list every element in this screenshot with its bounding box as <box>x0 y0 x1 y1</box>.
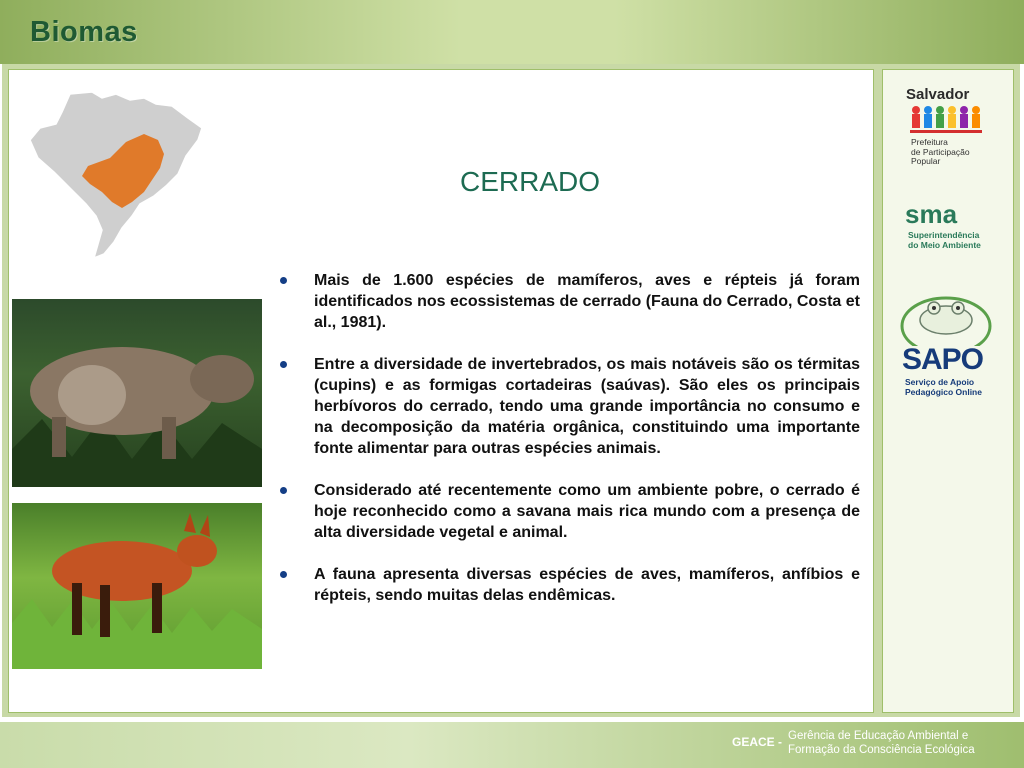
bullet-item <box>280 564 860 606</box>
bullet-item <box>280 480 860 543</box>
brazil-map <box>26 84 208 262</box>
bullet-icon <box>280 571 287 578</box>
sma-logo-text: sma <box>905 199 958 229</box>
page-title: CERRADO <box>459 166 600 197</box>
bullet-item <box>280 270 860 333</box>
frog-icon <box>898 290 994 346</box>
sapo-logo-text: SAPO <box>902 343 984 376</box>
bullet-text: A fauna apresenta diversas espécies de aves, mamíferos, anfíbios e répteis, sendo muitas delas endêmicas. <box>314 566 860 604</box>
bullet-text: Entre a diversidade de invertebrados, os mais notáveis são os térmitas (cupins) e as formigas cortadeiras (saúvas). São eles os principais herbívoros do cerrado, tendo uma grande importância no consumo e na decomposição da matéria orgânica, constituindo uma importante fonte alimentar para outras espécies animais. <box>314 356 860 457</box>
bullet-icon <box>280 361 287 368</box>
sma-subtitle-line: do Meio Ambiente <box>908 240 981 250</box>
bullet-list <box>280 270 860 627</box>
sapo-logo-subtitle <box>905 377 982 397</box>
maned-wolf-photo <box>12 503 262 669</box>
salvador-logo-subtitle <box>911 138 970 167</box>
bullet-icon <box>280 487 287 494</box>
tapir-photo <box>12 299 262 487</box>
header-band <box>0 0 1024 64</box>
footer-line: Gerência de Educação Ambiental e <box>788 730 969 742</box>
salvador-subtitle-line: de Participação <box>911 146 970 157</box>
footer-line: Formação da Consciência Ecológica <box>788 744 975 756</box>
sapo-subtitle-line: Serviço de Apoio <box>905 377 975 387</box>
section-title: Biomas <box>30 16 138 48</box>
bullet-icon <box>280 277 287 284</box>
sapo-subtitle-line: Pedagógico Online <box>905 387 982 397</box>
salvador-logo-text: Salvador <box>906 86 970 103</box>
salvador-subtitle-line: Prefeitura <box>911 137 948 147</box>
bullet-text: Mais de 1.600 espécies de mamíferos, aves e répteis já foram identificados nos ecossistemas de cerrado (Fauna do Cerrado, Costa et al., 1981). <box>314 272 860 331</box>
bullet-item <box>280 354 860 459</box>
sma-logo-subtitle <box>908 230 981 250</box>
salvador-subtitle-line: Popular <box>911 156 941 166</box>
footer-abbreviation: GEACE - <box>732 735 783 749</box>
footer-text <box>788 729 1014 757</box>
salvador-figures-icon <box>908 104 984 134</box>
bullet-text: Considerado até recentemente como um ambiente pobre, o cerrado é hoje reconhecido como a savana mais rica mundo com a presença de alta diversidade vegetal e animal. <box>314 482 860 541</box>
sma-subtitle-line: Superintendência <box>908 230 980 240</box>
